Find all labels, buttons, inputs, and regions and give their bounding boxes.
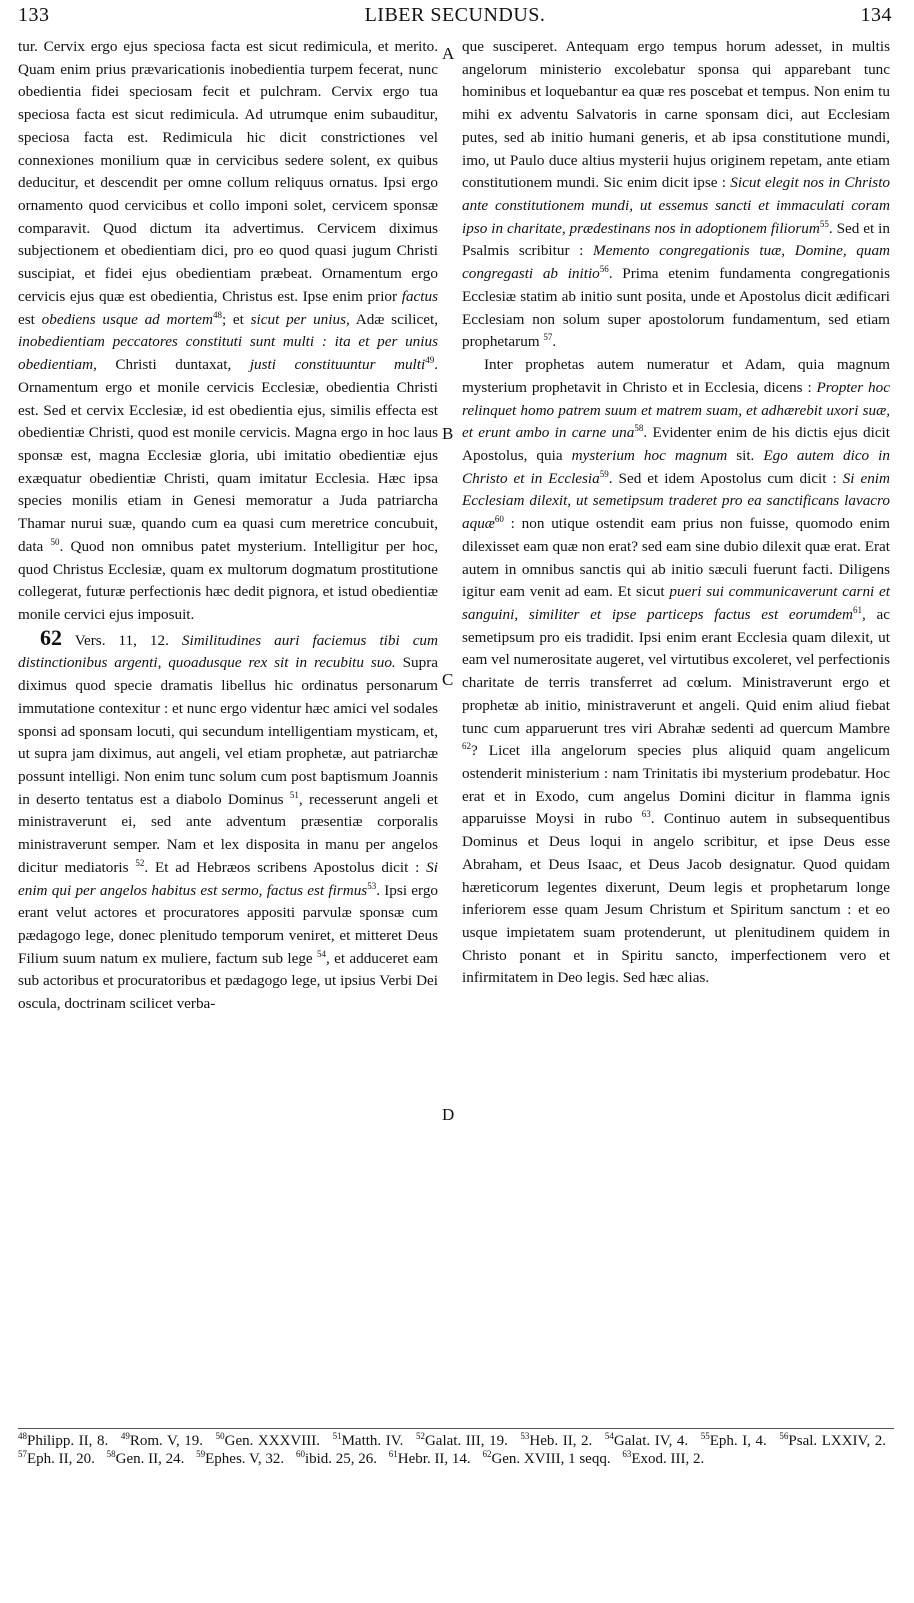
footnote-reference: Eph. II, 20.: [27, 1451, 95, 1467]
body-text: .: [552, 333, 557, 351]
footnote-reference: Eph. I, 4.: [709, 1433, 767, 1449]
footnote: [520, 1433, 592, 1449]
paragraph: [462, 36, 890, 354]
running-title: LIBER SECUNDUS.: [364, 4, 546, 26]
footnote-number: 52: [415, 1431, 425, 1441]
quotation-text: inobedientiam peccatores constituti sunt multi : ita et per unius obedientiam: [18, 333, 438, 374]
body-text: ; et: [221, 310, 251, 328]
margin-letter-b: B: [442, 424, 454, 443]
page-number-left: 133: [18, 4, 50, 26]
quotation-text: justi constituuntur multi: [249, 356, 426, 374]
footnote-reference: Ephes. V, 32.: [205, 1451, 285, 1467]
body-text: est: [18, 310, 42, 328]
footnote-number: 61: [388, 1449, 398, 1459]
body-text: ? Licet illa angelorum species plus aliquid quam angelicum ostenderit ministerium : nam Trinitatis ibi mysterium prodebatur. Hoc erat et in Exodo, cum angelus Domini dicitur in flamma ignis apparuisse Moysi in rubo: [462, 742, 890, 828]
footnote-number: 53: [520, 1431, 530, 1441]
footnote-reference: Galat. IV, 4.: [613, 1433, 689, 1449]
body-text: sit.: [727, 446, 764, 464]
body-text: , et adduceret eam sub actoribus et procuratoribus et pædagogo lege, ut ipsius Verbi Dei oscula, doctrinam scilicet verba-: [18, 949, 439, 1013]
footnote: [622, 1451, 704, 1467]
footnote-ref: 54: [316, 948, 326, 959]
footnote-number: 49: [120, 1431, 130, 1441]
footnote-rule: [18, 1428, 894, 1429]
body-text: . Quod non omnibus patet mysterium. Intelligitur per hoc, quod Christus Ecclesiæ, quam ex multorum dogmatum prostitutione collegerat, futuræ perfectionis hæc dedit pignora, et istud obedientiæ monile cervici ejus imposuit.: [18, 537, 439, 623]
body-text: , Adæ scilicet,: [346, 310, 438, 328]
paragraph: [18, 36, 438, 627]
body-text: , Christi duntaxat,: [93, 356, 250, 374]
footnote-ref: 53: [367, 880, 377, 891]
footnote-number: 62: [482, 1449, 492, 1459]
footnote-ref: 58: [634, 423, 644, 434]
footnote: [196, 1451, 284, 1467]
footnote: [389, 1451, 471, 1467]
footnote-reference: Psal. LXXIV, 2.: [788, 1433, 887, 1449]
body-text: que susciperet. Antequam ergo tempus horum adesset, in multis angelorum ministerio excolebatur sponsa qui apparebant tunc hominibus et loquebantur ea quæ res poscebat et tempus. Non enim tu mihi ex adventu Salvatoris in carne sponsam dici, aut Ecclesiam putes, sed ab initio humani generis, et ab ipsa constitutione mundi, imo, ut Paulo duce altius mysterii hujus originem repetam, ante etiam constitutionem mundi. Sic enim dicit ipse :: [462, 38, 890, 192]
body-text: . Continuo autem in subsequentibus Dominus et Deus loqui in angelo scribitur, et ipse Deus esse Abraham, et Deus Isaac, et Deus Jacob designatur. Quod quidam hæreticorum legentes dixerunt, Deum legis et prophetarum longe inferiorem esse quam Jesum Christum et Spiritum sanctum : et eo usque impietatem suam protenderunt, ut plenitudinem quidem in Christo ponant et in Spiritu sancto, imperfectionem vero et infirmitatem in Deo legis. Sed hæc alias.: [462, 810, 890, 987]
body-text: . Sed et in Psalmis scribitur :: [462, 219, 890, 260]
body-text: , ac semetipsum pro eis tradidit. Ipsi enim erant Ecclesia quam dilexit, ut eam vel numerositate augeret, vel virtutibus excoleret, vel perfectionis charitate de terris transferret ad cœlum. Ministraverunt ergo et prophetæ ab initio, ministraverunt et angeli. Quid enim aliud fiebat tunc cum apparuerunt tres viri Abrahæ sedenti ad quercum Mambre: [462, 605, 890, 737]
footnote: [18, 1451, 95, 1467]
footnote-number: 56: [779, 1431, 789, 1441]
quotation-text: Ego autem dico in Christo et in Ecclesia: [462, 446, 890, 487]
footnote-reference: Heb. II, 2.: [529, 1433, 593, 1449]
footnote-reference: Rom. V, 19.: [129, 1433, 204, 1449]
margin-letter-c: C: [442, 670, 454, 689]
footnote: [701, 1433, 767, 1449]
footnote-ref: 52: [135, 857, 145, 868]
footnote-ref: 48: [212, 309, 222, 320]
body-text: . Ipsi ergo erant velut actores et procuratores appositi parvulæ sponsæ cum pædagogo lege, donec plenitudo temporum veniret, et mitteret Deus Filium suum natum ex muliere, factum sub lege: [18, 881, 439, 967]
paragraph: [18, 624, 439, 1016]
footnote: [107, 1451, 185, 1467]
footnote: [779, 1433, 886, 1449]
body-text: . Et ad Hebræos scribens Apostolus dicit :: [144, 858, 427, 876]
footnote-ref: 59: [599, 468, 609, 479]
footnote-number: 50: [215, 1431, 225, 1441]
page-number-right: 134: [860, 4, 892, 26]
footnote-ref: 60: [494, 514, 504, 525]
paragraph: [462, 354, 890, 990]
footnotes: [18, 1432, 894, 1468]
quotation-text: pueri sui communicaverunt carni et sanguini, similiter et ipse particeps factus est eorumdem: [462, 583, 890, 623]
footnote-ref: 56: [599, 264, 609, 275]
footnote-reference: Gen. XXXVIII.: [224, 1433, 320, 1449]
footnote: [18, 1433, 108, 1449]
margin-letter-a: A: [442, 44, 455, 63]
footnote-ref: 61: [853, 604, 862, 615]
section-number: 62: [40, 624, 62, 650]
footnote-number: 48: [18, 1431, 27, 1441]
quotation-text: mysterium hoc magnum: [571, 446, 728, 464]
quotation-text: Similitudines auri faciemus tibi cum distinctionibus argenti, quoadusque rex sit in recubitu suo.: [18, 631, 438, 672]
body-text: Inter prophetas autem numeratur et Adam, quia magnum mysterium prophetavit in Christo et in Ecclesia, dicens :: [462, 356, 890, 396]
footnote: [121, 1433, 203, 1449]
footnote-reference: Exod. III, 2.: [631, 1451, 705, 1467]
footnote: [605, 1433, 688, 1449]
quotation-text: Memento congregationis tuæ, Domine, quam congregasti ab initio: [462, 242, 891, 283]
footnote-reference: Gen. II, 24.: [115, 1451, 185, 1467]
quotation-text: Si enim Ecclesiam dilexit, ut semetipsum traderet pro ea sanctificans lavacro aquæ: [462, 469, 890, 533]
quotation-text: Sicut elegit nos in Christo ante constitutionem mundi, ut essemus sancti et immaculati coram ipso in charitate, prædestinans nos in adoptionem filiorum: [462, 174, 891, 237]
footnote-reference: Gen. XVIII, 1 seqq.: [491, 1451, 611, 1467]
body-text: Supra diximus quod specie dramatis libellus hic ordinatus personarum immutatione contexitur : et nunc ergo videntur hæc amici vel sodales sponsi ad sponsam locuti, qui secundum intelligentiam mysticam, et, ut supra jam diximus, aut angeli, vel etiam prophetæ, aut patriarchæ possunt intelligi. Non enim tunc solum cum post baptismum Joannis in deserto tentatus est a diabolo Dominus: [18, 654, 439, 808]
body-text: . Evidenter enim de his dictis ejus dicit Apostolus, quia: [462, 424, 890, 464]
quotation-text: Si enim qui per angelos habitus est sermo, factus est firmus: [18, 858, 438, 899]
footnote-number: 54: [604, 1431, 614, 1441]
footnote: [296, 1451, 377, 1467]
footnote-number: 59: [196, 1449, 206, 1459]
body-text: . Prima etenim fundamenta congregationis Ecclesiæ statim ab initio sunt posita, unde et Apostolus dicit ædificari Ecclesiam non solum super apostolorum fundamentum, sed etiam prophetarum: [462, 265, 890, 351]
footnote-ref: 63: [641, 809, 651, 820]
footnote-ref: 50: [50, 536, 60, 547]
body-text: . Ornamentum ergo et monile cervicis Ecclesiæ, obedientia Christi est. Sed et cervix Ecclesiæ, id est obedientia ejus, similis effecta est obedientiæ Christi, quod est monile cervicis. Magna ergo in hoc laus sponsæ est, magna Ecclesiæ gloria, ubi imitatio obedientiæ ejus exæquatur obedientiæ Christi, quam imitatur Ecclesia. Hæc ipsa species monilis etiam in Genesi memoratur a Juda patriarcha Thamar nurui suæ, quando cum ea quasi cum meretrice concubuit, data: [18, 356, 438, 555]
footnote-reference: Galat. III, 19.: [424, 1433, 508, 1449]
footnote-ref: 51: [289, 789, 299, 800]
footnote-ref: 57: [543, 332, 553, 343]
footnote-reference: Hebr. II, 14.: [397, 1451, 471, 1467]
footnote-reference: ibid. 25, 26.: [304, 1451, 378, 1467]
quotation-text: Propter hoc relinquet homo patrem suum et matrem suam, et adhærebit uxori suæ, et erunt ambo in carne una: [462, 378, 890, 442]
body-text: , recesserunt angeli et ministraverunt ei, sed ante adventum præsentiæ corporalis ministraverunt semper. Nam et lex disposita in manu per angelos dicitur mediatoris: [18, 790, 438, 876]
footnote-number: 55: [700, 1431, 710, 1441]
footnote-ref: 55: [819, 218, 829, 229]
footnote-reference: Philipp. II, 8.: [27, 1433, 109, 1449]
footnote: [416, 1433, 508, 1449]
footnote-number: 58: [106, 1449, 116, 1459]
running-header: [18, 4, 892, 30]
body-text: . Sed et idem Apostolus cum dicit :: [608, 469, 843, 487]
quotation-text: obediens usque ad mortem: [41, 310, 213, 328]
margin-letter-d: D: [442, 1105, 455, 1124]
quotation-text: factus: [401, 287, 438, 305]
footnote-ref: 49: [425, 355, 435, 365]
footnote-number: 57: [18, 1449, 27, 1459]
body-text: Vers. 11, 12.: [62, 631, 182, 649]
footnote: [333, 1433, 404, 1449]
right-column: [462, 36, 890, 990]
quotation-text: sicut per unius: [250, 310, 347, 328]
footnote-reference: Matth. IV.: [341, 1433, 404, 1449]
footnote: [482, 1451, 610, 1467]
body-text: tur. Cervix ergo ejus speciosa facta est sicut redimicula, et merito. Quam enim prius prævaricationis inobedientia turpem fecerat, nunc obedientia fidei speciosam fecit et pulchram. Cervix ergo tua speciosa facta est sicut redimicula. Ad utrumque enim subauditur, speciosa facta est. Redimicula hic dicit constrictiones vel connexiones monilium quæ in cervicibus sedere solent, ex quibus deducitur, et descendit per omne collum reliquus ornatus. Ipsi ergo ornamento quod cervicibus et collo imponi solet, cervicem sponsæ comparavit. Quod dictum ita advertimus. Cervicem diximus subjectionem et obedientiam dici, pro eo quod quasi jugum Christi suscipiat, et fidei ejus obedientiam præbeat. Ornamentum ergo cervicis ejus quæ est obedientia, Christus est. Ipse enim prior: [18, 38, 438, 305]
footnote-number: 60: [295, 1449, 305, 1459]
body-text: : non utique ostendit eam prius non fuisse, quomodo enim dilexisset eam quæ non erat? sed eam sine dubio dilexit quæ erat. Erat autem in omnibus sanctis qui ab initio sæculi fuerunt facti. Diligens igitur eam venit ad eam. Et sicut: [462, 515, 890, 601]
left-column: [18, 36, 438, 1016]
footnote-ref: 62: [462, 741, 471, 752]
footnote: [216, 1433, 320, 1449]
footnote-number: 51: [332, 1431, 342, 1441]
footnote-number: 63: [622, 1449, 632, 1459]
